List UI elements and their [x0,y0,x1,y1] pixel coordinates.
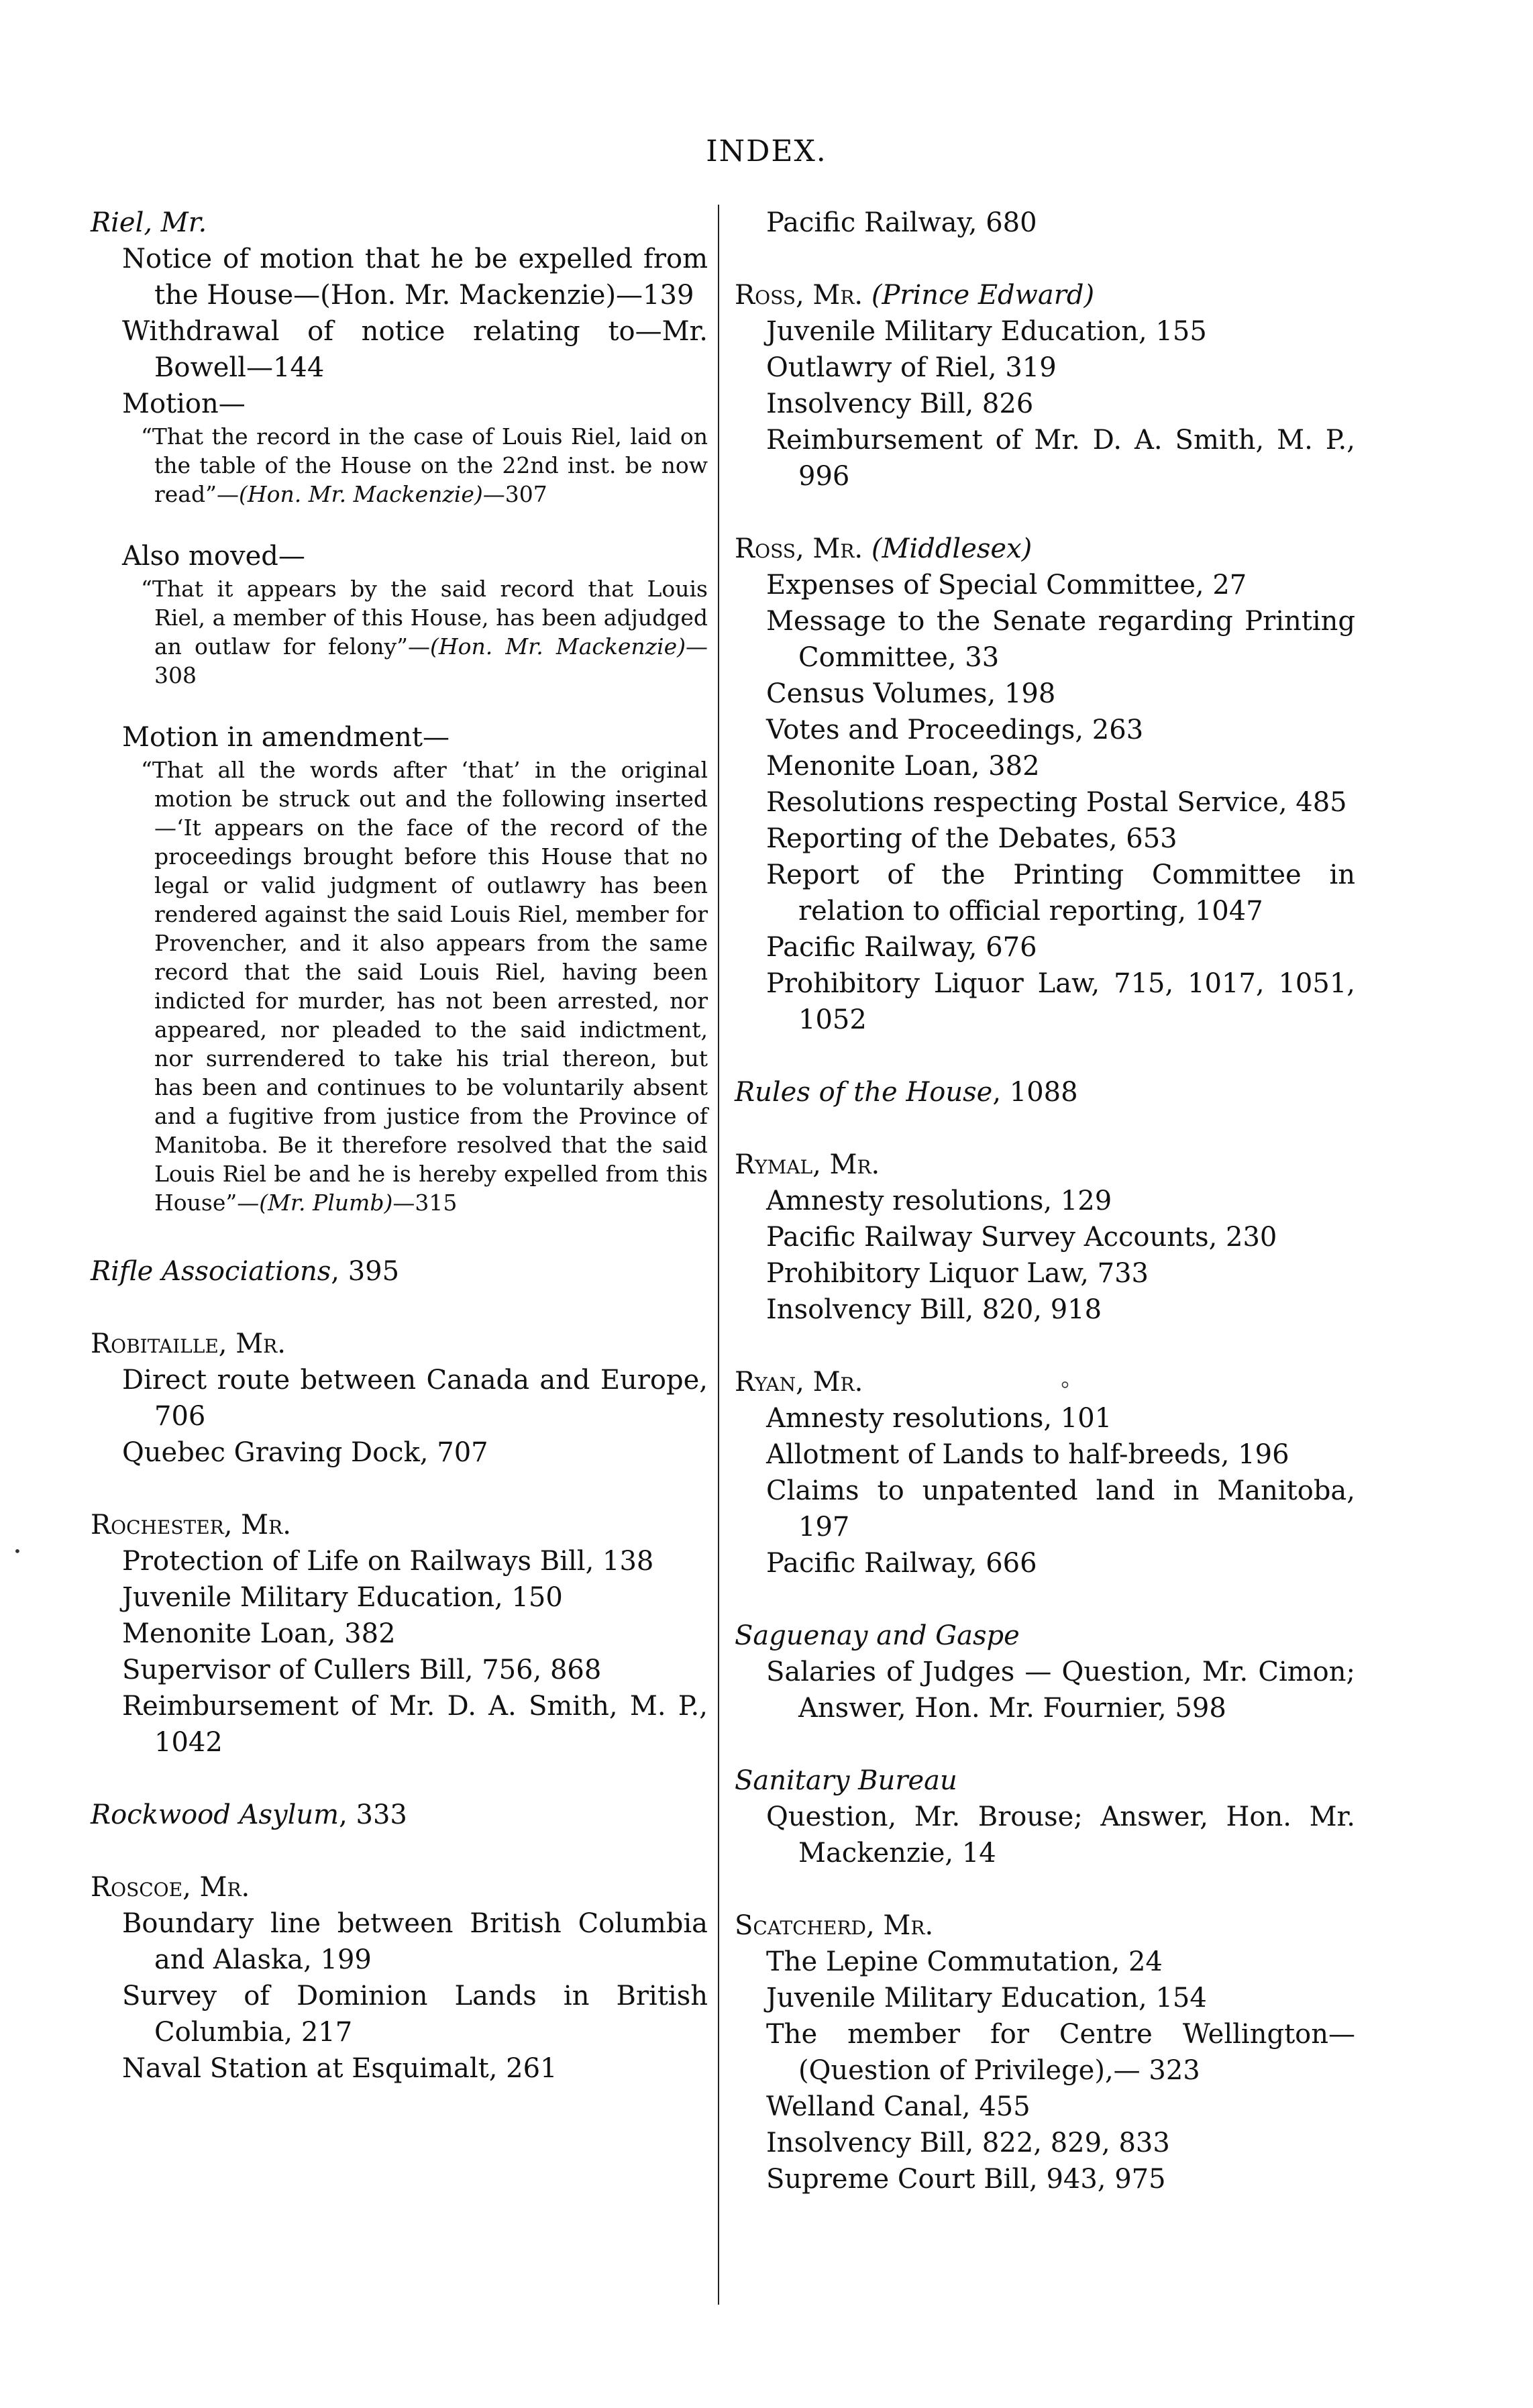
entry-item: Direct route between Canada and Europe, 706 [122,1365,708,1432]
index-entry-rules-of-the-house [735,1074,1355,1110]
entry-item: Salaries of Judges — Question, Mr. Cimon; Answer, Hon. Mr. Fournier, 598 [766,1657,1355,1724]
entry-heading: Rochester, Mr. [91,1510,291,1540]
entry-item: Prohibitory Liquor Law, 715, 1017, 1051, 1052 [766,968,1355,1035]
motion-text [91,755,708,1217]
entry-heading-suffix: (Middlesex) [871,533,1033,564]
entry-item: Juvenile Military Education, 154 [766,1983,1207,2013]
motion-page: —308 [154,633,708,688]
entry-item: Pacific Railway, 676 [766,932,1037,963]
entry-item: Reimbursement of Mr. D. A. Smith, M. P., 996 [766,425,1355,492]
entry-item: Insolvency Bill, 822, 829, 833 [766,2128,1170,2158]
entry-item: Notice of motion that he be expelled from the House—(Hon. Mr. Mackenzie)—139 [122,244,708,311]
entry-item: Expenses of Special Committee, 27 [766,570,1247,600]
entry-item: Insolvency Bill, 826 [766,388,1034,419]
motion-text [91,574,708,690]
motion-label: Motion— [122,388,246,419]
index-entry-rymal [735,1147,1355,1328]
entry-item: Welland Canal, 455 [766,2091,1030,2122]
entry-item: Quebec Graving Dock, 707 [122,1437,488,1468]
entry-item: Menonite Loan, 382 [122,1618,396,1649]
right-column [735,205,1355,2197]
index-entry-rockwood-asylum [91,1797,708,1833]
index-entry-robitaille [91,1326,708,1471]
entry-heading: Ryan, Mr. [735,1367,863,1398]
index-entry-ross-middlesex [735,531,1355,1038]
motion-cite: (Hon. Mr. Mackenzie) [238,481,483,507]
entry-heading: Sanitary Bureau [735,1765,957,1796]
entry-item: Supreme Court Bill, 943, 975 [766,2164,1166,2195]
entry-heading: Riel, Mr. [91,207,207,238]
entry-heading: Saguenay and Gaspe [735,1620,1020,1651]
entry-item: Juvenile Military Education, 155 [766,316,1207,347]
entry-heading-text: Rockwood Asylum [91,1799,339,1830]
motion-quote: “That all the words after ‘that’ in the original motion be struck out and the following inserted—‘It appears on the face of the record of the proceedings brought before this House that no legal or valid judgment of outlawry has been rendered against the said Louis Riel, member for Provencher, and it also appears from the same record that the said Louis Riel, having been indicted for murder, has not been arrested, nor appeared, nor pleaded to the said indictment, nor surrendered to take his trial thereon, but has been and continues to be voluntarily absent and a fugitive from justice from the Province of Manitoba. Be it therefore resolved that the said Louis Riel be and he is hereby expelled from this House”— [141,757,708,1216]
entry-page: , 1088 [992,1077,1078,1108]
entry-item: Resolutions respecting Postal Service, 485 [766,787,1347,818]
motion-text [91,422,708,509]
entry-heading [91,1797,708,1833]
index-entry-ross-prince-edward [735,277,1355,494]
entry-item: Survey of Dominion Lands in British Columbia, 217 [122,1981,708,2048]
entry-item: Insolvency Bill, 820, 918 [766,1294,1102,1325]
entry-heading-text: Ross, Mr. [735,280,863,311]
page-title: INDEX. [706,134,827,168]
left-column [91,205,708,2087]
entry-item: Protection of Life on Railways Bill, 138 [122,1546,654,1577]
entry-heading: Rymal, Mr. [735,1149,880,1180]
entry-heading-suffix: (Prince Edward) [871,280,1095,311]
entry-item: Menonite Loan, 382 [766,751,1040,782]
index-entry-ryan [735,1364,1355,1581]
entry-page: , 333 [339,1799,407,1830]
entry-item: Report of the Printing Committee in relation to official reporting, 1047 [766,859,1355,927]
margin-dot-mark: • [13,1543,21,1559]
entry-heading [735,277,1355,313]
entry-item: Reporting of the Debates, 653 [766,823,1177,854]
entry-heading [735,1074,1355,1110]
entry-heading [91,1253,708,1290]
motion-cite: (Mr. Plumb) [259,1190,393,1216]
entry-heading-text: Ross, Mr. [735,533,863,564]
entry-item: Withdrawal of notice relating to—Mr. Bowell—144 [122,316,708,383]
entry-heading: Scatcherd, Mr. [735,1910,934,1941]
entry-item: Prohibitory Liquor Law, 733 [766,1258,1149,1289]
entry-item: Question, Mr. Brouse; Answer, Hon. Mr. Mackenzie, 14 [766,1801,1355,1869]
entry-item: Allotment of Lands to half-breeds, 196 [766,1439,1289,1470]
entry-item: Supervisor of Cullers Bill, 756, 868 [122,1655,602,1685]
index-entry-riel [91,205,708,1217]
index-entry-saguenay-and-gaspe [735,1618,1355,1726]
index-entry-continued [735,205,1355,241]
entry-item: Claims to unpatented land in Manitoba, 197 [766,1475,1355,1542]
motion-quote: “That it appears by the said record that Louis Riel, a member of this House, has been adjudged an outlaw for felony”— [141,576,708,660]
entry-item: Amnesty resolutions, 101 [766,1403,1112,1434]
entry-item: The member for Centre Wellington—(Question of Privilege),— 323 [766,2019,1355,2086]
entry-page: , 395 [331,1256,400,1287]
entry-item: Amnesty resolutions, 129 [766,1186,1112,1216]
entry-item: Votes and Proceedings, 263 [766,715,1144,745]
entry-item: The Lepine Commutation, 24 [766,1946,1163,1977]
entry-heading: Roscoe, Mr. [91,1872,250,1903]
column-divider [718,205,719,2305]
entry-item: Naval Station at Esquimalt, 261 [122,2053,558,2084]
motion-cite: (Hon. Mr. Mackenzie) [429,633,686,660]
entry-item: Message to the Senate regarding Printing Committee, 33 [766,606,1355,673]
ink-blot-mark: ⸰ [1060,1375,1070,1396]
entry-item: Pacific Railway, 680 [766,207,1037,238]
index-entry-roscoe [91,1869,708,2087]
entry-heading [735,531,1355,567]
motion-quote: “That the record in the case of Louis Riel, laid on the table of the House on the 22nd inst. be now read”— [141,423,708,507]
entry-item: Pacific Railway, 666 [766,1548,1037,1579]
motion-label: Also moved— [122,541,305,572]
index-entry-sanitary-bureau [735,1763,1355,1871]
entry-item: Reimbursement of Mr. D. A. Smith, M. P., 1042 [122,1691,708,1758]
entry-item: Juvenile Military Education, 150 [122,1582,563,1613]
motion-page: —315 [392,1190,458,1216]
motion-page: —307 [482,481,547,507]
index-entry-rifle-associations [91,1253,708,1290]
entry-heading-text: Rifle Associations [91,1256,331,1287]
index-entry-rochester [91,1507,708,1761]
motion-label: Motion in amendment— [122,722,450,753]
index-entry-scatcherd [735,1907,1355,2197]
entry-item: Outlawry of Riel, 319 [766,352,1057,383]
entry-heading-text: Rules of the House [735,1077,993,1108]
entry-item: Census Volumes, 198 [766,678,1056,709]
entry-item: Boundary line between British Columbia and Alaska, 199 [122,1908,708,1975]
entry-item: Pacific Railway Survey Accounts, 230 [766,1222,1277,1253]
entry-heading: Robitaille, Mr. [91,1328,286,1359]
